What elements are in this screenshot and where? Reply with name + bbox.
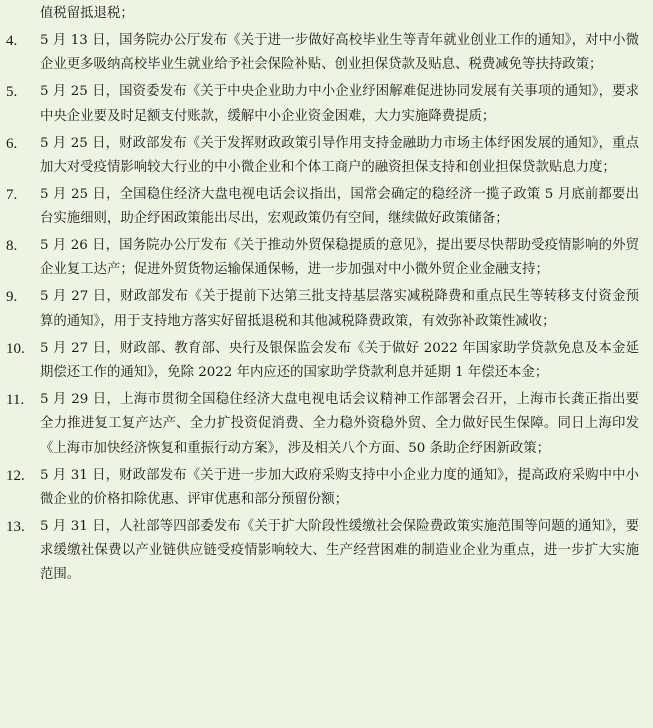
list-item — [6, 132, 639, 181]
item-text: 5 月 27 日，财政部发布《关于提前下达第三批支持基层落实减税降费和重点民生等转移支付资金预算的通知》，用于支持地方落实好留抵退税和其他减税降费政策，有效弥补政策性减收； — [40, 289, 639, 329]
item-text: 5 月 25 日，财政部发布《关于发挥财政政策引导作用支持金融助力市场主体纾困发展的通知》，重点加大对受疫情影响较大行业的中小微企业和个体工商户的融资担保支持和创业担保贷款贴息力度； — [40, 135, 639, 175]
item-number: 4. — [6, 32, 18, 49]
item-number: 10. — [6, 340, 25, 357]
item-number: 8. — [6, 238, 18, 255]
item-number: 9. — [6, 289, 18, 306]
item-number: 6. — [6, 135, 18, 152]
list-item — [6, 337, 639, 386]
list-item — [6, 29, 639, 78]
item-text: 5 月 25 日，全国稳住经济大盘电视电话会议指出，国常会确定的稳经济一揽子政策 5 月底前都要出台实施细则，助企纾困政策能出尽出，宏观政策仍有空间，继续做好政策储备； — [40, 186, 639, 227]
policy-list — [6, 29, 639, 588]
list-item — [6, 80, 639, 129]
list-item — [6, 234, 639, 283]
list-item — [6, 183, 639, 232]
list-item — [6, 515, 639, 588]
item-text: 5 月 13 日，国务院办公厅发布《关于进一步做好高校毕业生等青年就业创业工作的通知》，对中小微企业更多吸纳高校毕业生就业给予社会保险补贴、创业担保贷款及贴息、税费减免等扶持政策； — [40, 32, 639, 73]
item-number: 7. — [6, 186, 18, 203]
item-text: 5 月 29 日，上海市贯彻全国稳住经济大盘电视电话会议精神工作部署会召开，上海市长龚正指出要全力推进复工复产达产、全力扩投资促消费、全力稳外资稳外贸、全力做好民生保障。同日上海印发《上海市加快经济恢复和重振行动方案》，涉及相关八个方面、50 条助企纾困新政策； — [40, 391, 639, 456]
item-text: 5 月 26 日，国务院办公厅发布《关于推动外贸保稳提质的意见》，提出要尽快帮助受疫情影响的外贸企业复工达产；促进外贸货物运输保通保畅，进一步加强对中小微外贸企业金融支持； — [40, 238, 639, 278]
list-item — [6, 285, 639, 334]
item-number: 12. — [6, 467, 25, 484]
item-text: 5 月 31 日，人社部等四部委发布《关于扩大阶段性缓缴社会保险费政策实施范围等问题的通知》，要求缓缴社保费以产业链供应链受疫情影响较大、生产经营困难的制造业企业为重点，进一步扩大实施范围。 — [40, 518, 639, 583]
list-item — [6, 388, 639, 461]
item-text: 5 月 31 日，财政部发布《关于进一步加大政府采购支持中小企业力度的通知》，提高政府采购中中小微企业的价格扣除优惠、评审优惠和部分预留份额； — [40, 467, 639, 507]
list-item — [6, 464, 639, 513]
item-text: 5 月 25 日，国资委发布《关于中央企业助力中小企业纾困解难促进协同发展有关事项的通知》，要求中央企业要及时足额支付账款，缓解中小企业资金困难，大力实施降费提质； — [40, 84, 639, 124]
item-text: 5 月 27 日，财政部、教育部、央行及银保监会发布《关于做好 2022 年国家助学贷款免息及本金延期偿还工作的通知》，免除 2022 年内应还的国家助学贷款利息并延期 1 年偿还本金； — [40, 340, 639, 380]
item-number: 13. — [6, 518, 25, 535]
item-number: 11. — [6, 391, 25, 408]
item-number: 5. — [6, 84, 18, 101]
continued-line: 值税留抵退税； — [40, 6, 134, 21]
